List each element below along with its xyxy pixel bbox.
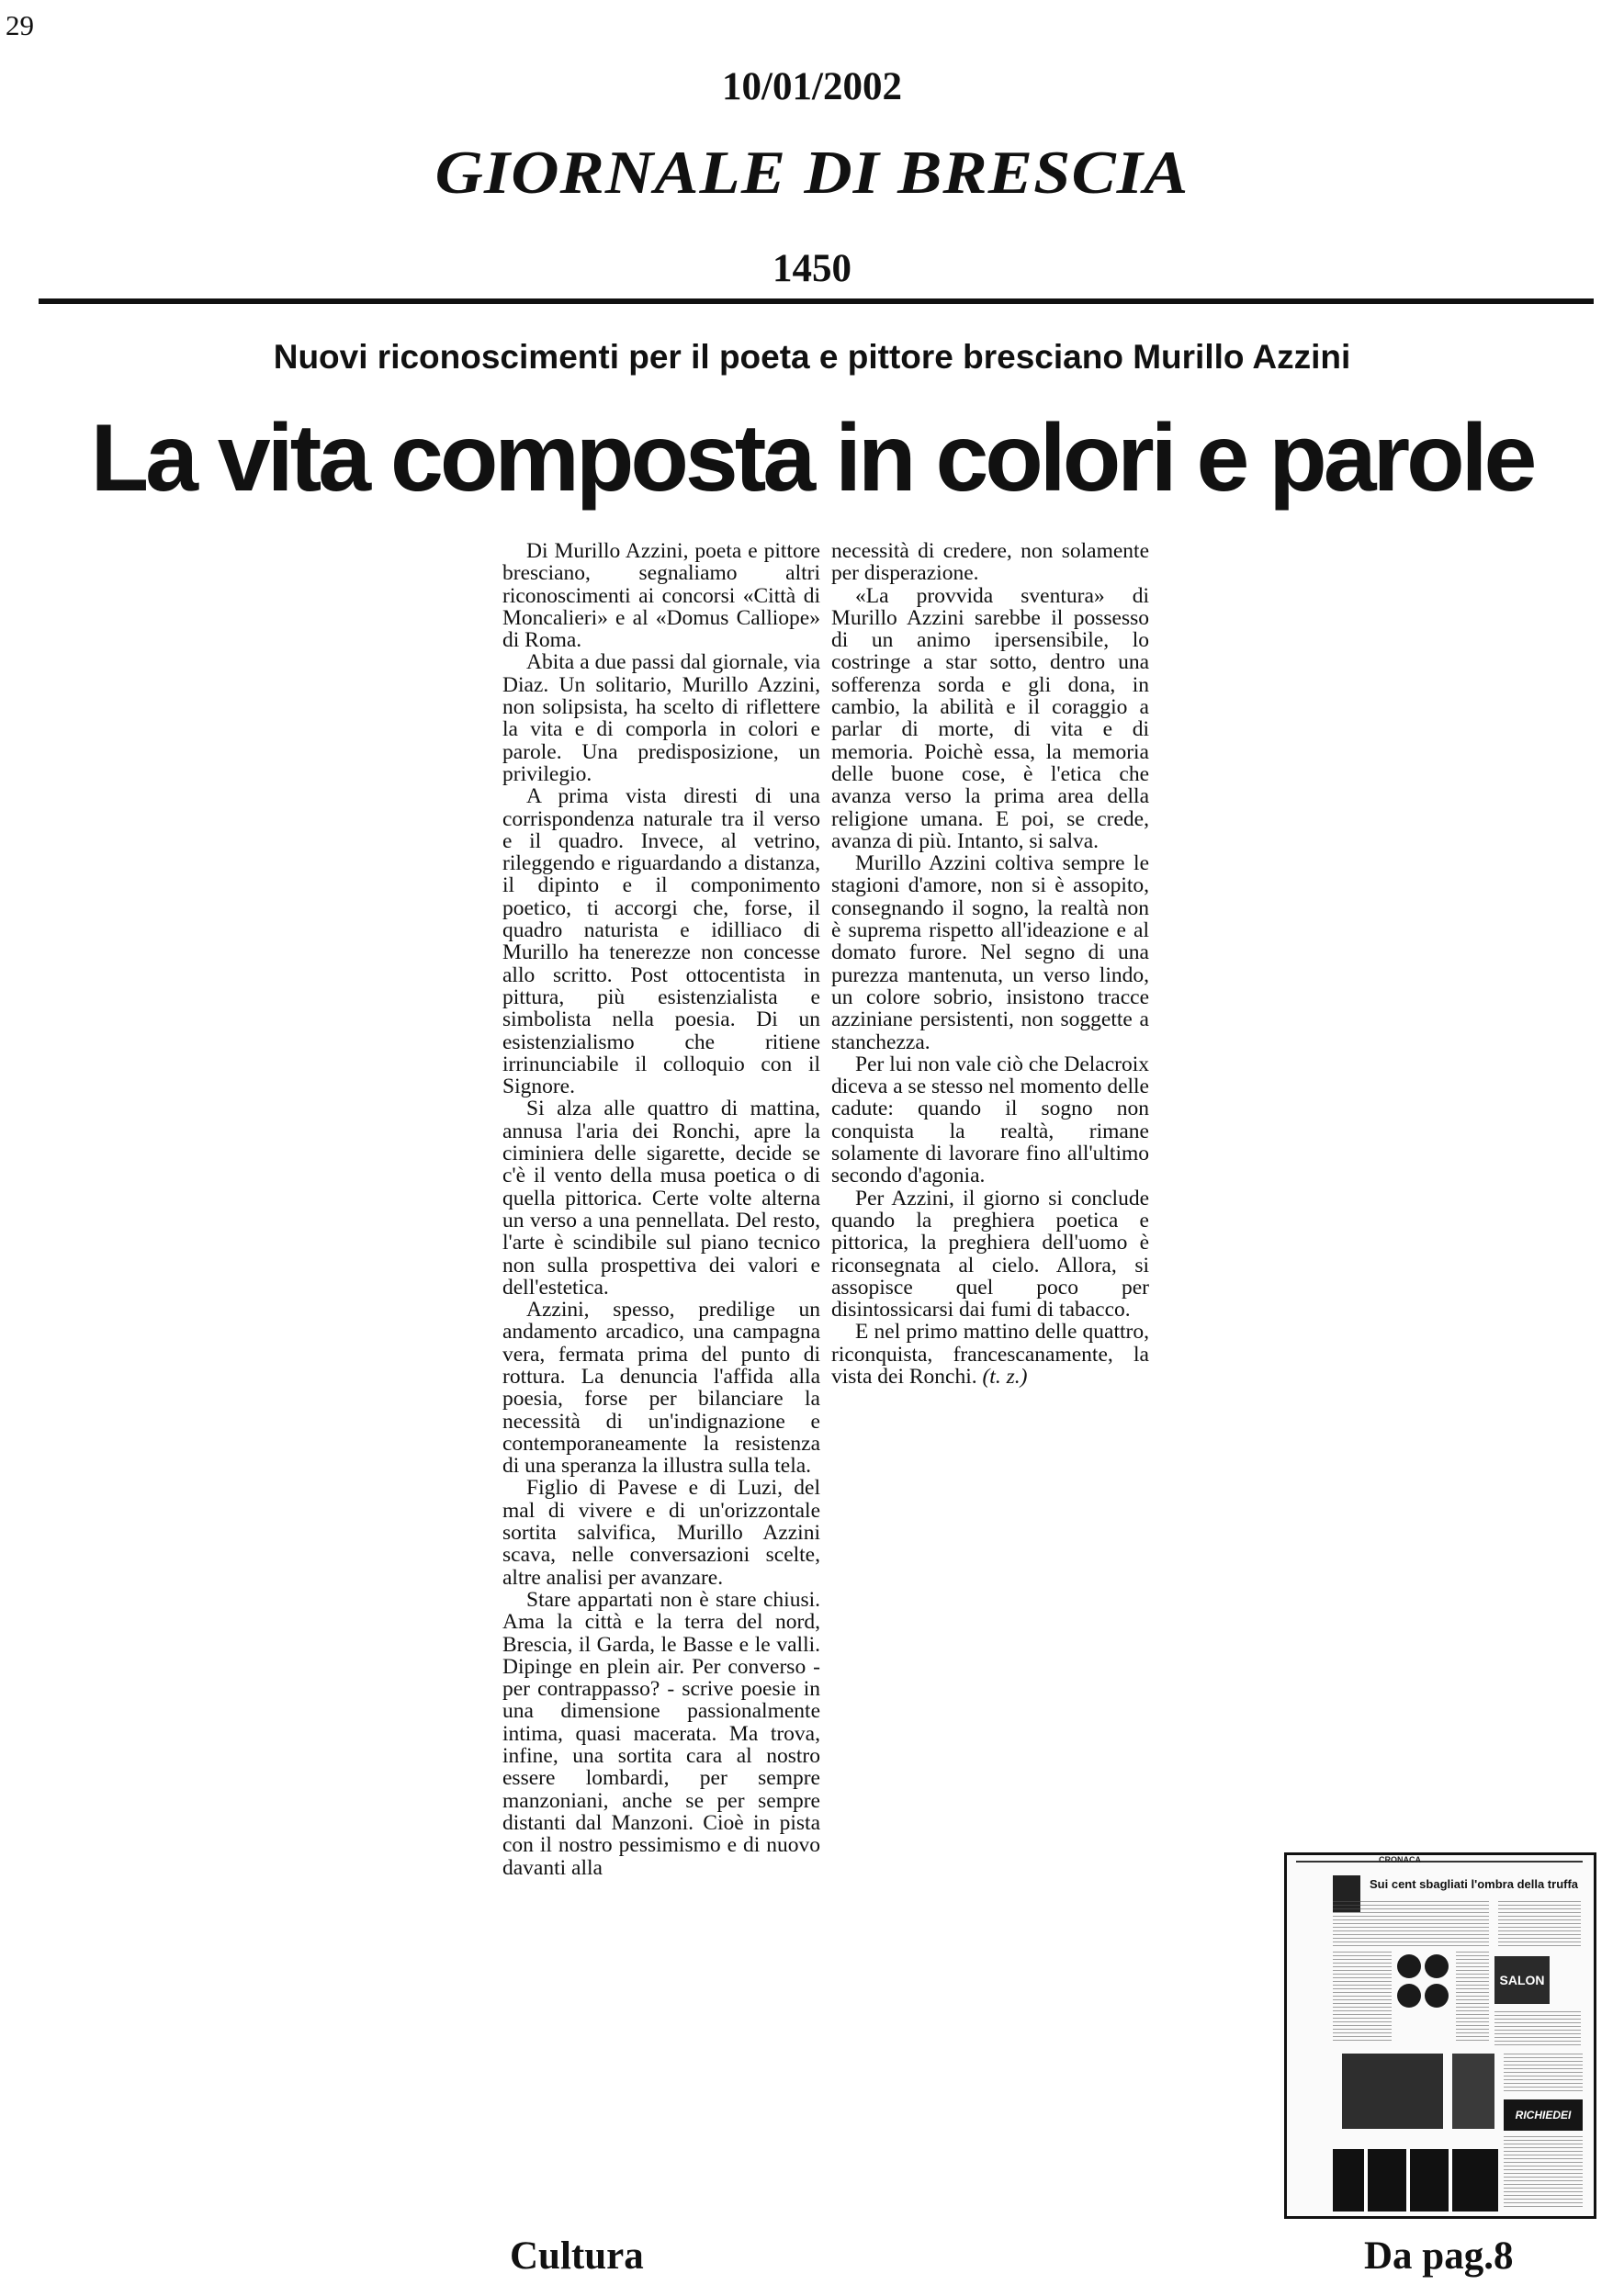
article-column-2 (831, 540, 1149, 1388)
paragraph (831, 1321, 1149, 1388)
thumbnail-graphic (1425, 1954, 1449, 1978)
thumbnail-text-block (1504, 2136, 1583, 2210)
page-number: 29 (6, 9, 34, 41)
paragraph: Per lui non vale ciò che Delacroix diceva a se stesso nel momento delle cadute: quando il sogno non conquista la realtà, rimane solamente di lavorare fino all'ultimo secondo d'agonia. (831, 1052, 1149, 1188)
paragraph: Murillo Azzini coltiva sempre le stagioni d'amore, non si è assopito, consegnando il sogno, la realtà non è suprema rispetto all'ideazione e al domato furore. Nel segno di una purezza mantenuta, un verso lindo, un colore sobrio, insistono tracce azziniane persistenti, non soggette a stanchezza. (831, 851, 1149, 1054)
page-thumbnail (1284, 1852, 1596, 2219)
paragraph: Abita a due passi dal giornale, via Diaz. Un solitario, Murillo Azzini, non solipsista, ha scelto di riflettere la vita e di comporla in colori e parole. Una predisposizione, un privilegio. (502, 650, 820, 786)
paragraph: Di Murillo Azzini, poeta e pittore bresciano, segnaliamo altri riconoscimenti ai concorsi «Città di Moncalieri» e al «Domus Calliope» di Roma. (502, 539, 820, 653)
paragraph: Azzini, spesso, predilige un andamento arcadico, una campagna vera, fermata prima del punto di rottura. La denuncia l'affida alla poesia, forse per bilanciare la necessità di un'indignazione e contemporaneamente la resistenza di una speranza la illustra sulla tela. (502, 1298, 820, 1479)
paragraph: necessità di credere, non solamente per disperazione. (831, 539, 1149, 586)
thumbnail-text-block (1333, 1952, 1392, 2043)
section-label: Cultura (510, 2234, 644, 2278)
thumbnail-graphic (1397, 1954, 1421, 1978)
author-signature: (t. z.) (982, 1364, 1028, 1389)
thumbnail-ad-bars (1333, 2149, 1498, 2212)
thumbnail-photo (1342, 2054, 1443, 2129)
article-column-1 (502, 540, 820, 1879)
source-page-reference: Da pag.8 (1364, 2234, 1514, 2278)
paragraph: «La provvida sventura» di Murillo Azzini sarebbe il possesso di un animo ipersensibile, lo costringe a star sotto, dentro una sofferenza sorda e gli dona, in cambio, la abilità e il coraggio a parlar di morte, di vita e di memoria. Poichè essa, la memoria delle buone cose, è l'etica che avanza verso la prima area della religione umana. E poi, se crede, avanza di più. Intanto, si salva. (831, 583, 1149, 853)
paragraph-text: E nel primo mattino delle quattro, riconquista, francescanamente, la vista dei Ronchi. (831, 1320, 1149, 1389)
thumbnail-text-block (1504, 2054, 1583, 2094)
thumbnail-salon-graphic: SALON (1494, 1956, 1550, 2004)
paragraph: Si alza alle quattro di mattina, annusa l'aria dei Ronchi, apre la ciminiera delle sigarette, decide se c'è il vento della musa poetica o di quella pittorica. Certe volte alterna un verso a una pennellata. Del resto, l'arte è scindibile sul piano tecnico non sulla prospettiva dei valori e dell'estetica. (502, 1097, 820, 1300)
article-kicker: Nuovi riconoscimenti per il poeta e pittore bresciano Murillo Azzini (273, 338, 1351, 376)
publication-date: 10/01/2002 (722, 65, 902, 108)
clipping-code: 1450 (773, 247, 851, 290)
thumbnail-text-block (1498, 1901, 1581, 1947)
paragraph: A prima vista diresti di una corrispondenza naturale tra il verso e il quadro. Invece, al vetrino, rileggendo e riguardando a distanza, il dipinto e il componimento poetico, ti accorgi che, forse, il quadro naturista e idilliaco di Murillo ha tenerezze non concesse allo scritto. Post ottocentista in pittura, più esistenzialista e simbolista nella poesia. Di un esistenzialismo che ritiene irrinunciabile il colloquio con il Signore. (502, 784, 820, 1099)
thumbnail-top-rule (1296, 1861, 1583, 1867)
thumbnail-ad: RICHIEDEI (1504, 2099, 1583, 2131)
paragraph: Stare appartati non è stare chiusi. Ama la città e la terra del nord, Brescia, il Garda, le Basse e le valli. Dipinge en plein air. Per converso - per contrappasso? - scrive poesie in una dimensione passionalmente intima, quasi macerata. Ma trova, infine, una sortita cara al nostro essere lombardi, per sempre manzoniani, anche se per sempre distanti dal Manzoni. Cioè in pista con il nostro pessimismo e di nuovo davanti alla (502, 1587, 820, 1880)
thumbnail-graphic (1425, 1984, 1449, 2008)
thumbnail-section-label: CRONACA (1379, 1855, 1421, 1864)
thumbnail-headline: Sui cent sbagliati l'ombra della truffa (1370, 1877, 1579, 1891)
header-rule (39, 298, 1594, 304)
paragraph: Figlio di Pavese e di Luzi, del mal di vivere e di un'orizzontale sortita salvifica, Murillo Azzini scava, nelle conversazioni scelte, altre analisi per avanzare. (502, 1476, 820, 1590)
thumbnail-text-block (1333, 1901, 1489, 1947)
article-headline: La vita composta in colori e parole (90, 405, 1534, 512)
thumbnail-text-block (1494, 2011, 1581, 2048)
paragraph: Per Azzini, il giorno si conclude quando la preghiera poetica e pittorica, la preghiera dell'uomo è riconsegnata al cielo. Allora, si assopisce quel poco per disintossicarsi dai fumi di tabacco. (831, 1186, 1149, 1322)
thumbnail-text-block (1456, 1952, 1489, 2043)
thumbnail-photo (1452, 2054, 1494, 2129)
newspaper-masthead: GIORNALE DI BRESCIA (434, 139, 1190, 207)
thumbnail-graphic (1397, 1984, 1421, 2008)
